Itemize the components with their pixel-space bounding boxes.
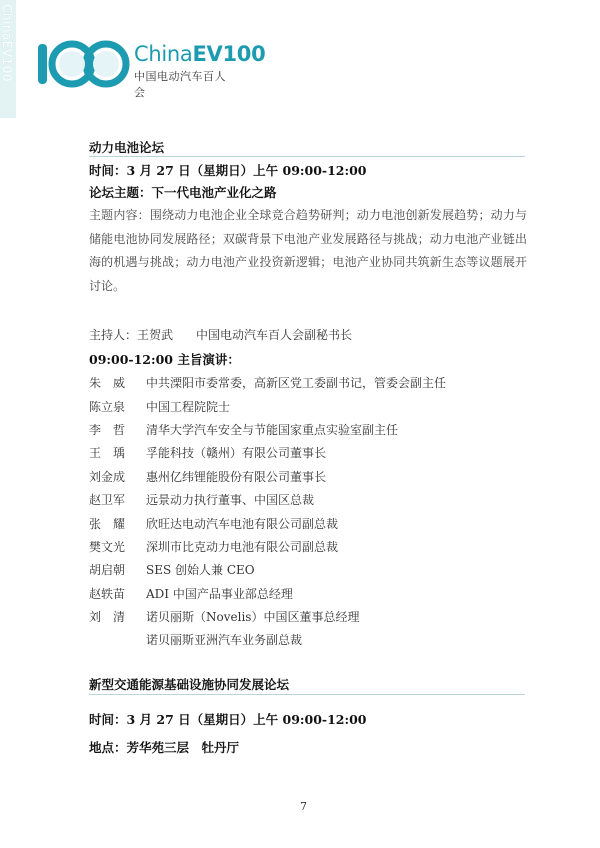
host-title: 中国电动汽车百人会副秘书长 — [196, 328, 353, 342]
speaker-title: ADI 中国产品事业部总经理 — [146, 587, 293, 601]
speaker-title: 中国工程院院士 — [146, 400, 231, 414]
speaker-title: 清华大学汽车安全与节能国家重点实验室副主任 — [146, 423, 399, 437]
side-watermark-text: ChinaEV100 — [0, 4, 14, 82]
speaker-name: 刘 清 — [89, 610, 126, 624]
divider — [89, 156, 525, 157]
speaker-title: 远景动力执行董事、中国区总裁 — [146, 493, 315, 507]
speaker-name: 王 瑀 — [89, 446, 126, 460]
speaker-name: 刘金成 — [89, 470, 126, 484]
speaker-title: 惠州亿纬锂能股份有限公司董事长 — [146, 470, 327, 484]
forum1-content: 主题内容：围绕动力电池企业全球竞合趋势研判；动力电池创新发展趋势；动力与储能电池协同发展路径；双碳背景下电池产业发展路径与挑战；动力电池产业链出海的机遇与挑战；动力电池产业投资新逻辑；电池产业协同共筑新生态等议题展开讨论。 — [89, 208, 527, 293]
speaker-name: 胡启朝 — [89, 563, 126, 577]
logo-circles-icon — [36, 40, 132, 88]
forum1-theme: 论坛主题：下一代电池产业化之路 — [89, 185, 277, 200]
keynote-heading: 09:00-12:00 主旨演讲： — [89, 352, 240, 367]
speaker-title: 孚能科技（赣州）有限公司董事长 — [146, 446, 327, 460]
speaker-title: 中共溧阳市委常委，高新区党工委副书记，管委会副主任 — [146, 376, 447, 390]
speaker-name: 李 哲 — [89, 423, 126, 437]
forum2-location: 地点：芳华苑三层 牡丹厅 — [89, 740, 240, 755]
forum2-title: 新型交通能源基础设施协同发展论坛 — [89, 677, 290, 692]
brand-name-english — [134, 42, 265, 66]
speaker-title: 深圳市比克动力电池有限公司副总裁 — [146, 540, 339, 554]
host-label: 主持人：王贺武 — [89, 328, 174, 342]
speaker-name: 朱 威 — [89, 376, 126, 390]
speaker-title: 诺贝丽斯亚洲汽车业务副总裁 — [146, 633, 303, 647]
forum1-title: 动力电池论坛 — [89, 140, 165, 155]
brand-name-prefix: China — [134, 42, 193, 66]
side-watermark-strip — [0, 0, 16, 118]
speaker-name: 樊文光 — [89, 540, 126, 554]
divider — [89, 694, 525, 695]
page-number: 7 — [300, 800, 307, 813]
speaker-name: 张 耀 — [89, 517, 126, 531]
brand-logo — [36, 40, 266, 99]
speaker-name: 陈立泉 — [89, 400, 126, 414]
speaker-title: 欣旺达电动汽车电池有限公司副总裁 — [146, 517, 339, 531]
speaker-name: 赵卫军 — [89, 493, 126, 507]
speaker-title: SES 创始人兼 CEO — [146, 563, 255, 577]
forum1-time: 时间：3 月 27 日（星期日）上午 09:00-12:00 — [89, 163, 367, 178]
speaker-title: 诺贝丽斯（Novelis）中国区董事总经理 — [146, 610, 360, 624]
speaker-name: 赵轶苗 — [89, 587, 126, 601]
brand-name-chinese: 中国电动汽车百人会 — [134, 70, 226, 99]
forum2-time: 时间：3 月 27 日（星期日）上午 09:00-12:00 — [89, 712, 367, 727]
brand-name-suffix: EV100 — [192, 42, 266, 66]
